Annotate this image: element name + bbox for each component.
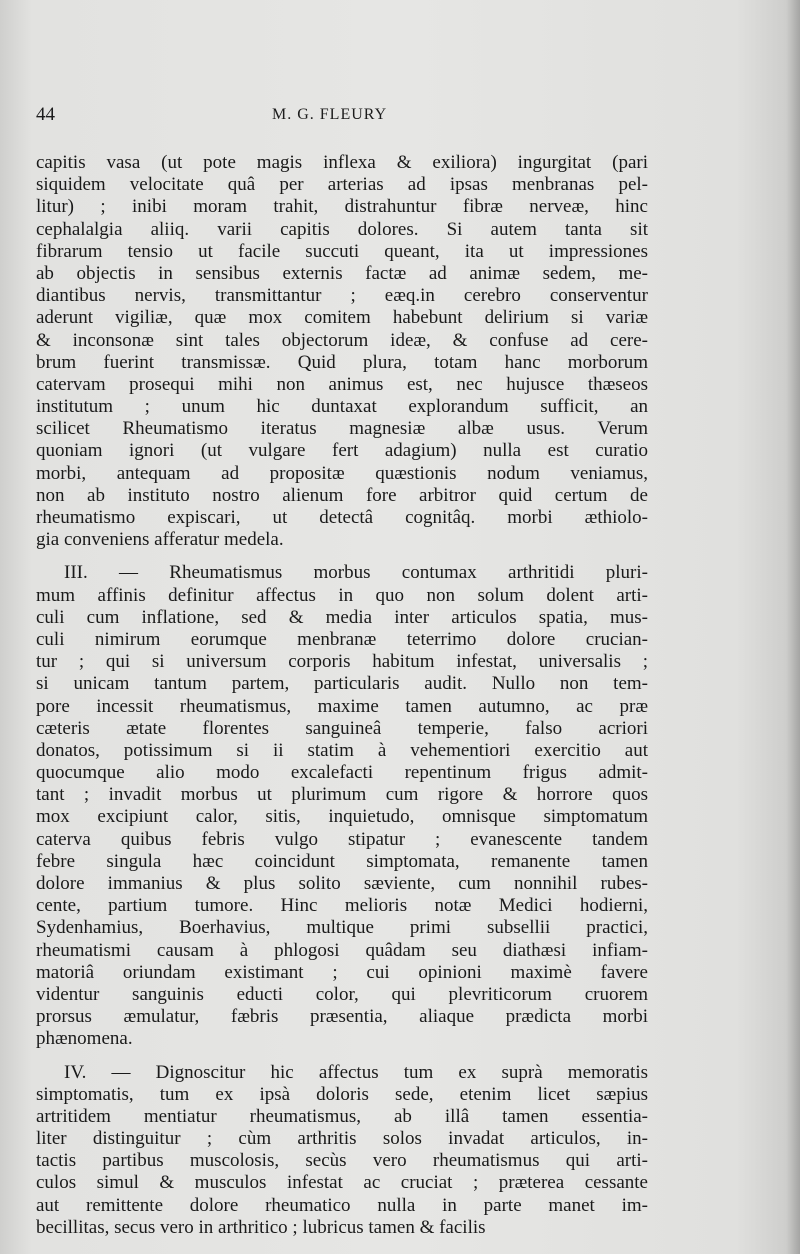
text-line: capitis vasa (ut pote magis inflexa & exiliora) ingurgitat (pari (36, 152, 648, 173)
page-number: 44 (36, 104, 55, 125)
text-line: diantibus nervis, transmittantur ; eæq.in cerebro conserventur (36, 285, 648, 307)
text-line: ab objectis in sensibus externis factæ ad animæ sedem, me- (36, 262, 648, 284)
text-line: aut remittente dolore rheumatico nulla in parte manet im- (36, 1194, 648, 1216)
text-line: IV. — Dignoscitur hic affectus tum ex suprà memoratis (64, 1061, 648, 1083)
text-line: rheumatismo expiscari, ut detectâ cognitâq. morbi æthiolo- (36, 507, 648, 528)
page-header (36, 104, 646, 130)
text-line: siquidem velocitate quâ per arterias ad ipsas menbranas pel- (36, 174, 648, 196)
text-line: litur) ; inibi moram trahit, distrahuntur fibræ nerveæ, hinc (36, 196, 648, 218)
text-line: prorsus æmulatur, fæbris præsentia, aliaque prædicta morbi (36, 1006, 648, 1028)
text-line: catervam prosequi mihi non animus est, nec hujusce thæseos (36, 373, 648, 395)
text-line: quoniam ignori (ut vulgare fert adagium) nulla est curatio (36, 440, 648, 462)
paragraph (36, 562, 648, 1050)
text-line: tur ; qui si universum corporis habitum infestat, universalis ; (36, 651, 648, 673)
body-text (36, 152, 648, 1250)
paragraph (36, 152, 648, 551)
text-line: becillitas, secus vero in arthritico ; lubricus tamen & facilis (36, 1216, 486, 1238)
text-line: mum affinis definitur affectus in quo non solum dolent arti- (36, 584, 648, 606)
text-line: culi cum inflatione, sed & media inter articulos spatia, mus- (36, 606, 648, 628)
text-line: scilicet Rheumatismo iteratus magnesiæ albæ usus. Verum (36, 418, 648, 440)
text-line: culi nimirum eorumque menbranæ teterrimo dolore crucian- (36, 628, 648, 650)
text-line: matoriâ oriundam existimant ; cui opinioni maximè favere (36, 961, 648, 983)
text-line: artritidem mentiatur rheumatismus, ab illâ tamen essentia- (36, 1105, 648, 1127)
text-line: febre singula hæc coincidunt simptomata, remanente tamen (36, 850, 648, 872)
text-line: brum fuerint transmissæ. Quid plura, totam hanc morborum (36, 351, 648, 373)
paragraph (36, 1062, 648, 1240)
text-line: liter distinguitur ; cùm arthritis solos invadat articulos, in- (36, 1128, 648, 1150)
text-line: gia conveniens afferatur medela. (36, 529, 284, 551)
text-line: phænomena. (36, 1028, 133, 1050)
text-line: pore incessit rheumatismus, maxime tamen autumno, ac præ (36, 695, 648, 717)
text-line: cente, partium tumore. Hinc melioris notæ Medici hodierni, (36, 895, 648, 917)
text-line: caterva quibus febris vulgo stipatur ; evanescente tandem (36, 828, 648, 850)
text-line: quocumque alio modo excalefacti repentinum frigus admit- (36, 762, 648, 784)
text-line: non ab instituto nostro alienum fore arbitror quid certum de (36, 484, 648, 506)
text-line: aderunt vigiliæ, quæ mox comitem habebunt delirium si variæ (36, 307, 648, 329)
text-line: si unicam tantum partem, particularis audit. Nullo non tem- (36, 673, 648, 695)
text-line: rheumatismi causam à phlogosi quâdam seu diathæsi infiam- (36, 939, 648, 961)
text-line: dolore immanius & plus solito sæviente, cum nonnihil rubes- (36, 873, 648, 894)
text-line: III. — Rheumatismus morbus contumax arthritidi pluri- (64, 562, 648, 584)
text-line: & inconsonæ sint tales objectorum ideæ, & confuse ad cere- (36, 329, 648, 351)
text-line: institutum ; unum hic duntaxat explorandum sufficit, an (36, 396, 648, 418)
text-line: culos simul & musculos infestat ac cruciat ; præterea cessante (36, 1172, 648, 1194)
text-line: fibrarum tensio ut facile succuti queant, ita ut impressiones (36, 240, 648, 262)
text-line: morbi, antequam ad propositæ quæstionis nodum veniamus, (36, 462, 648, 484)
text-line: tactis partibus muscolosis, secùs vero rheumatismus qui arti- (36, 1150, 648, 1172)
text-line: simptomatis, tum ex ipsà doloris sede, etenim licet sæpius (36, 1083, 648, 1105)
text-line: mox excipiunt calor, sitis, inquietudo, omnisque simptomatum (36, 806, 648, 828)
running-head: M. G. FLEURY (272, 106, 388, 123)
text-line: tant ; invadit morbus ut plurimum cum rigore & horrore quos (36, 784, 648, 806)
text-line: Sydenhamius, Boerhavius, multique primi subsellii practici, (36, 917, 648, 939)
text-line: cæteris ætate florentes sanguineâ temperie, falso acriori (36, 717, 648, 739)
text-line: cephalalgia aliiq. varii capitis dolores. Si autem tanta sit (36, 218, 648, 240)
text-line: videntur sanguinis educti color, qui plevriticorum cruorem (36, 983, 648, 1005)
text-line: donatos, potissimum si ii statim à vehementiori exercitio aut (36, 739, 648, 761)
